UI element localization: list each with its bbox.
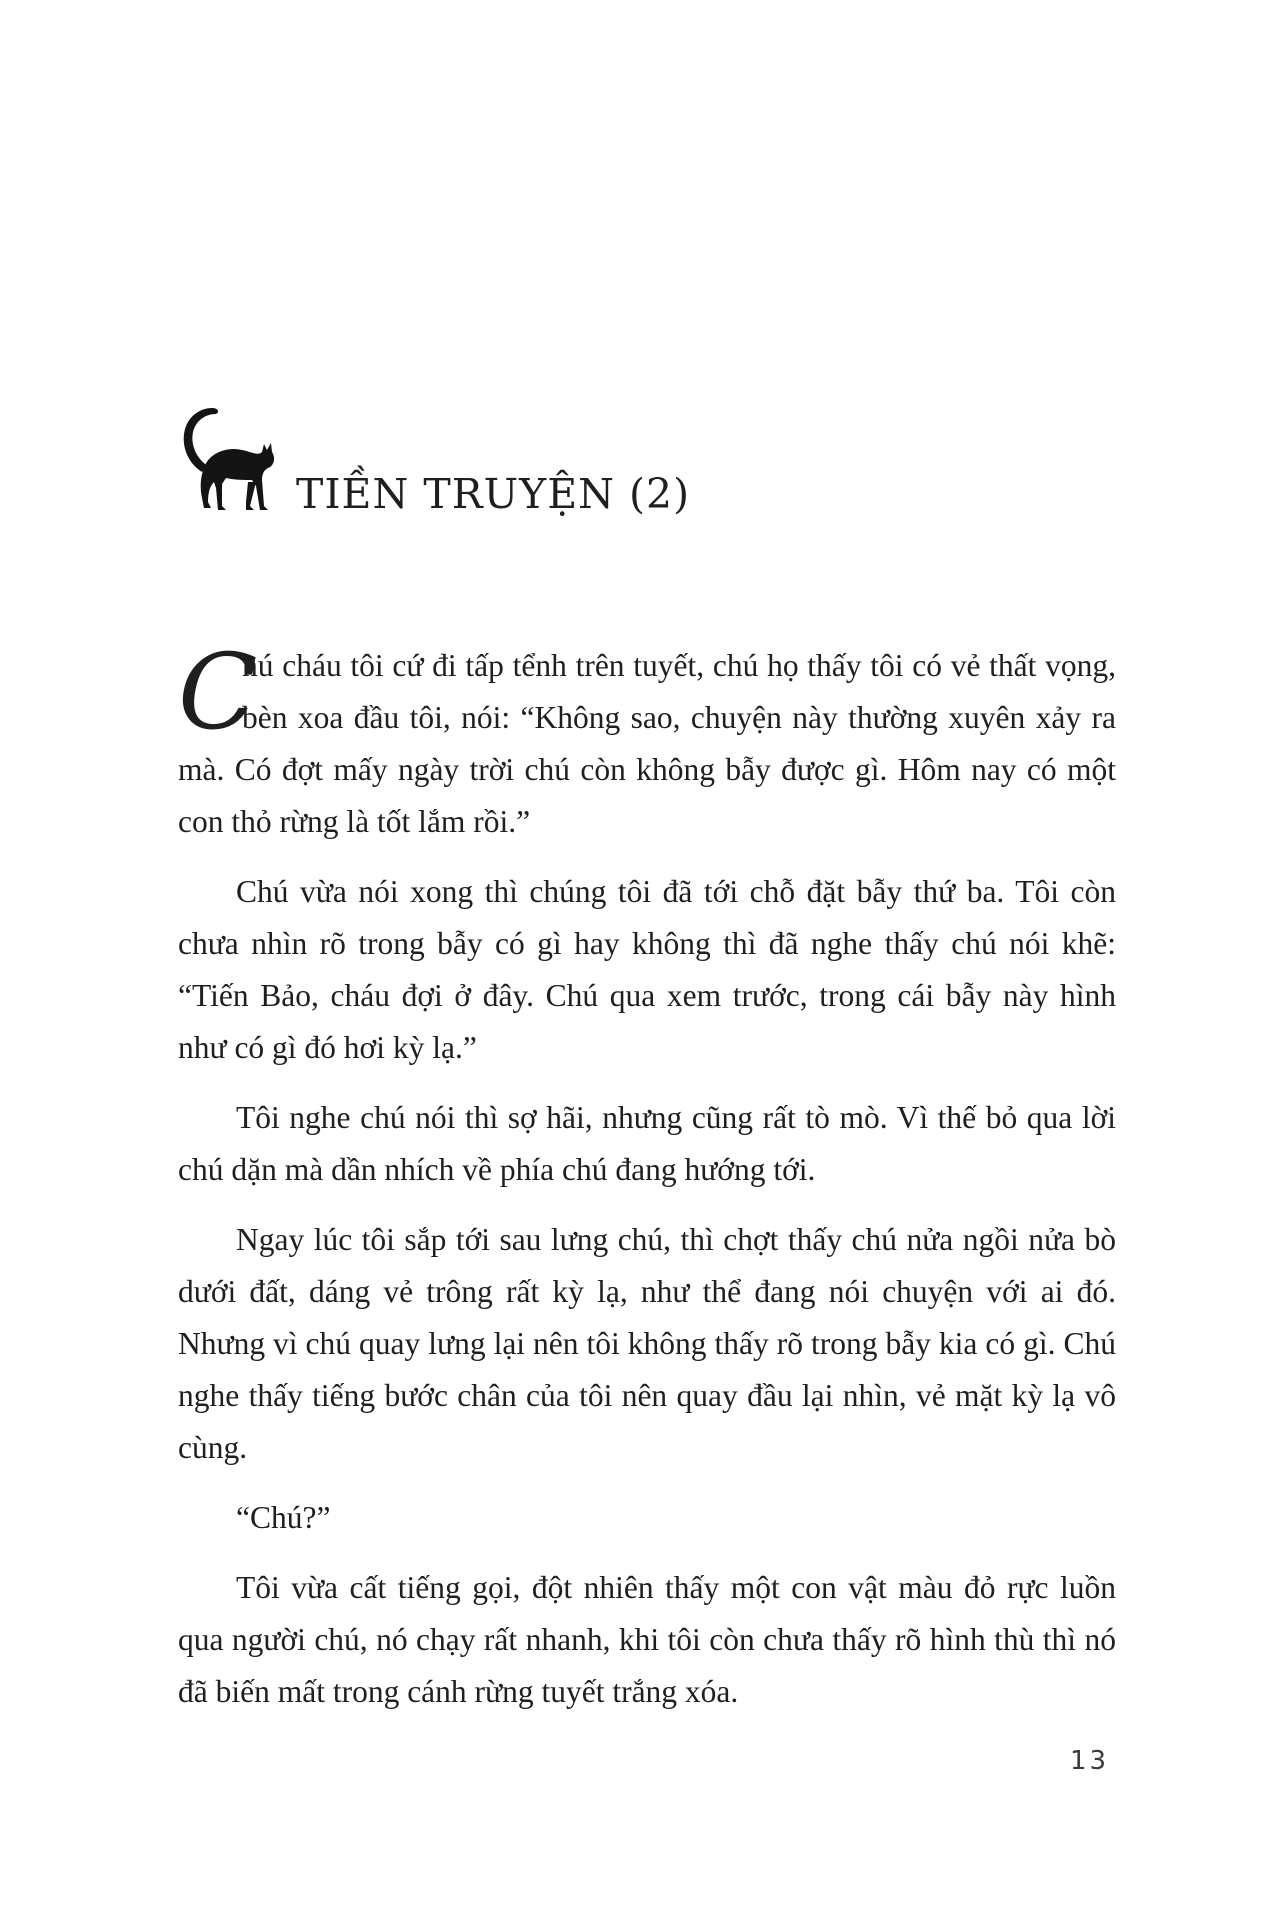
black-cat-icon xyxy=(178,402,280,514)
paragraph-5: “Chú?” xyxy=(236,1500,331,1535)
paragraph-6: Tôi vừa cất tiếng gọi, đột nhiên thấy một con vật màu đỏ rực luồn qua người chú, nó chạy rất nhanh, khi tôi còn chưa thấy rõ hình thù thì nó đã biến mất trong cánh rừng tuyết trắng xóa. xyxy=(178,1570,1116,1709)
page-number: 13 xyxy=(1070,1746,1110,1776)
chapter-title: TIỀN TRUYỆN (2) xyxy=(296,470,691,518)
paragraph-4: Ngay lúc tôi sắp tới sau lưng chú, thì chợt thấy chú nửa ngồi nửa bò dưới đất, dáng vẻ trông rất kỳ lạ, như thể đang nói chuyện với ai đó. Nhưng vì chú quay lưng lại nên tôi không thấy rõ trong bẫy kia có gì. Chú nghe thấy tiếng bước chân của tôi nên quay đầu lại nhìn, vẻ mặt kỳ lạ vô cùng. xyxy=(178,1222,1116,1465)
paragraph-3: Tôi nghe chú nói thì sợ hãi, nhưng cũng rất tò mò. Vì thế bỏ qua lời chú dặn mà dần nhích về phía chú đang hướng tới. xyxy=(178,1100,1116,1187)
paragraph-2: Chú vừa nói xong thì chúng tôi đã tới chỗ đặt bẫy thứ ba. Tôi còn chưa nhìn rõ trong bẫy có gì hay không thì đã nghe thấy chú nói khẽ: “Tiến Bảo, cháu đợi ở đây. Chú qua xem trước, trong cái bẫy này hình như có gì đó hơi kỳ lạ.” xyxy=(178,874,1116,1065)
drop-cap: C xyxy=(178,631,258,753)
body-text xyxy=(178,631,1116,1736)
paragraph-1-text: hú cháu tôi cứ đi tấp tểnh trên tuyết, chú họ thấy tôi có vẻ thất vọng, bèn xoa đầu tôi, nói: “Không sao, chuyện này thường xuyên xảy ra mà. Có đợt mấy ngày trời chú còn không bẫy được gì. Hôm nay có một con thỏ rừng là tốt lắm rồi.” xyxy=(178,648,1116,839)
chapter-heading xyxy=(178,402,1078,532)
paragraph-1 xyxy=(178,631,1116,848)
